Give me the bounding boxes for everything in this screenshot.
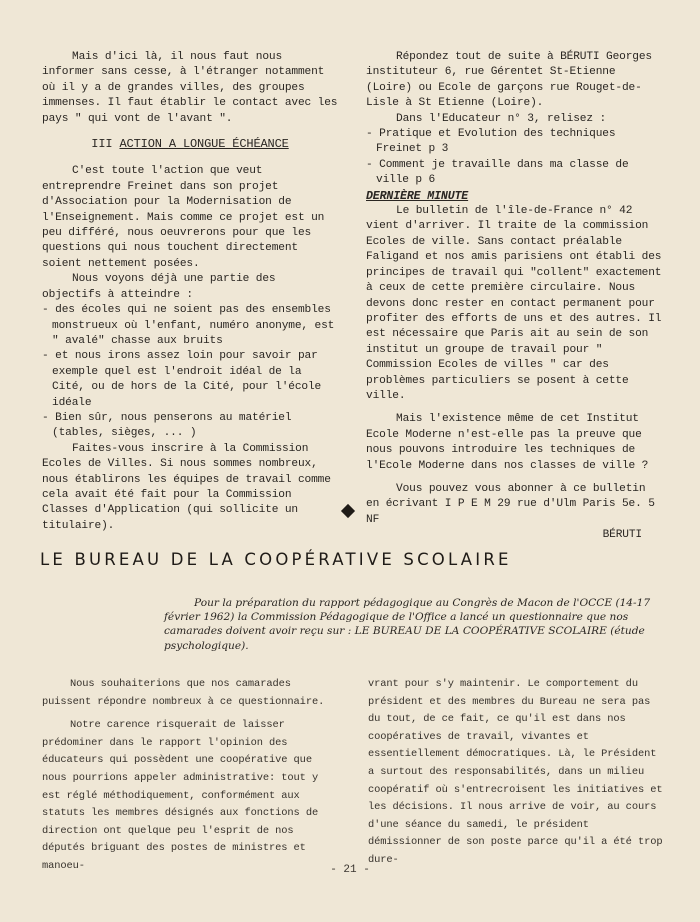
list-item: - Bien sûr, nous penserons au matériel (tables, sièges, ... ): [42, 411, 292, 440]
page-number: - 21 -: [330, 864, 370, 876]
section-number: III: [91, 137, 120, 152]
article1-left-column: [42, 50, 338, 534]
paragraph: Mais d'ici là, il nous faut nous informer sans cesse, à l'étranger notamment où il y a de grandes villes, des groupes immenses. Il faut établir le contact avec les pays " qui vont de l'avant ".: [42, 51, 338, 125]
author-signature: BÉRUTI: [602, 529, 642, 542]
article2-left-column: [42, 676, 334, 876]
article2-intro-text: Pour la préparation du rapport pédagogique au Congrès de Macon de l'OCCE (14-17 février 1962) la Commission Pédagogique de l'Office a lancé un questionnaire que nos camarades doivent avoir reçu sur : LE BUREAU DE LA COOPÉRATIVE SCOLAIRE (étude psychologique).: [164, 597, 651, 652]
section-title-text: ACTION A LONGUE ÉCHÉANCE: [119, 137, 289, 152]
paragraph: Faites-vous inscrire à la Commission Ecoles de Villes. Si nous sommes nombreux, nous établirons les équipes de travail comme cela avait été fait pour la Commission Classes d'Application (qui sollicite un titulaire).: [42, 442, 331, 532]
list-item: - Comment je travaille dans ma classe de ville p 6: [366, 158, 629, 187]
paragraph: Notre carence risquerait de laisser prédominer dans le rapport l'opinion des éducateurs qui possèdent une coopérative que nous pourrions appeler administrative: tout y est réglé méthodiquement, conformément aux statuts les membres désignés aux fonctions de direction ont quelque peu l'esprit de nos députés briguant des postes de ministres et manoeu-: [42, 719, 319, 872]
article2-heading: LE BUREAU DE LA COOPÉRATIVE SCOLAIRE: [40, 550, 512, 569]
paragraph: C'est toute l'action que veut entreprendre Freinet dans son projet d'Association pour la Modernisation de l'Enseignement. Mais comme ce projet est un peu différé, nous oeuvrerons pour que les questions qui nous touchent directement soient nettement posées.: [42, 165, 325, 270]
paragraph: Nous souhaiterions que nos camarades puissent répondre nombreux à ce questionnaire.: [42, 678, 325, 708]
paragraph-gap: [366, 404, 662, 412]
article2-intro: [164, 596, 672, 653]
list-item: - et nous irons assez loin pour savoir par exemple quel est l'endroit idéal de la Cité, ou de hors de la Cité, pour l'école idéale: [42, 350, 322, 409]
paragraph: Nous voyons déjà une partie des objectifs à atteindre :: [42, 273, 276, 301]
paragraph: Le bulletin de l'île-de-France n° 42 vient d'arriver. Il traite de la commission Ecoles de ville. Sans contact préalable Faligand et nos amis parisiens ont établi des principes de travail qui "collent" exactement à ceux de cette première circulaire. Nous devons donc rester en contact permanent pour profiter des efforts de uns et des autres. Il est nécessaire que Paris ait au sein de son institut un groupe de travail pour " Commission Ecoles de villes " car des problèmes particuliers se posent à cette ville.: [366, 205, 662, 402]
paragraph: Mais l'existence même de cet Institut Ecole Moderne n'est-elle pas la preuve que nous pouvons introduire les techniques de l'Ecole Moderne dans nos classes de ville ?: [366, 413, 649, 472]
list-item: - Pratique et Evolution des techniques Freinet p 3: [366, 128, 616, 156]
list-item: - des écoles qui ne soient pas des ensembles monstrueux où l'enfant, numéro anonyme, est " avalé" chasse aux bruits: [42, 304, 335, 347]
paragraph: Vous pouvez vous abonner à ce bulletin en écrivant I P E M 29 rue d'Ulm Paris 5e. 5 NF: [366, 482, 655, 526]
last-minute-heading: DERNIÈRE MINUTE: [366, 189, 469, 203]
paragraph: Dans l'Educateur n° 3, relisez :: [396, 112, 607, 125]
article2-right-column: [368, 676, 668, 870]
article1-right-column: [366, 50, 662, 544]
diamond-ornament: [341, 504, 355, 518]
paragraph-gap: [366, 474, 662, 482]
paragraph: Répondez tout de suite à BÉRUTI Georges instituteur 6, rue Gérentet St-Etienne (Loire) ou Ecole de garçons rue Rouget-de-Lisle à St Etienne (Loire).: [366, 51, 652, 110]
paragraph: vrant pour s'y maintenir. Le comportement du président et des membres du Bureau ne sera pas du tout, de ce fait, ce qu'il est dans nos coopératives de travail, vivantes et essentiellement démocratiques. Là, le Président a surtout des responsabilités, dans un milieu coopératif où s'entrecroisent les initiatives et les décisions. Il nous arrive de voir, au cours d'une séance du samedi, le président démissionner de son poste parce qu'il a été trop dure-: [368, 678, 663, 866]
section-title: [42, 137, 338, 152]
